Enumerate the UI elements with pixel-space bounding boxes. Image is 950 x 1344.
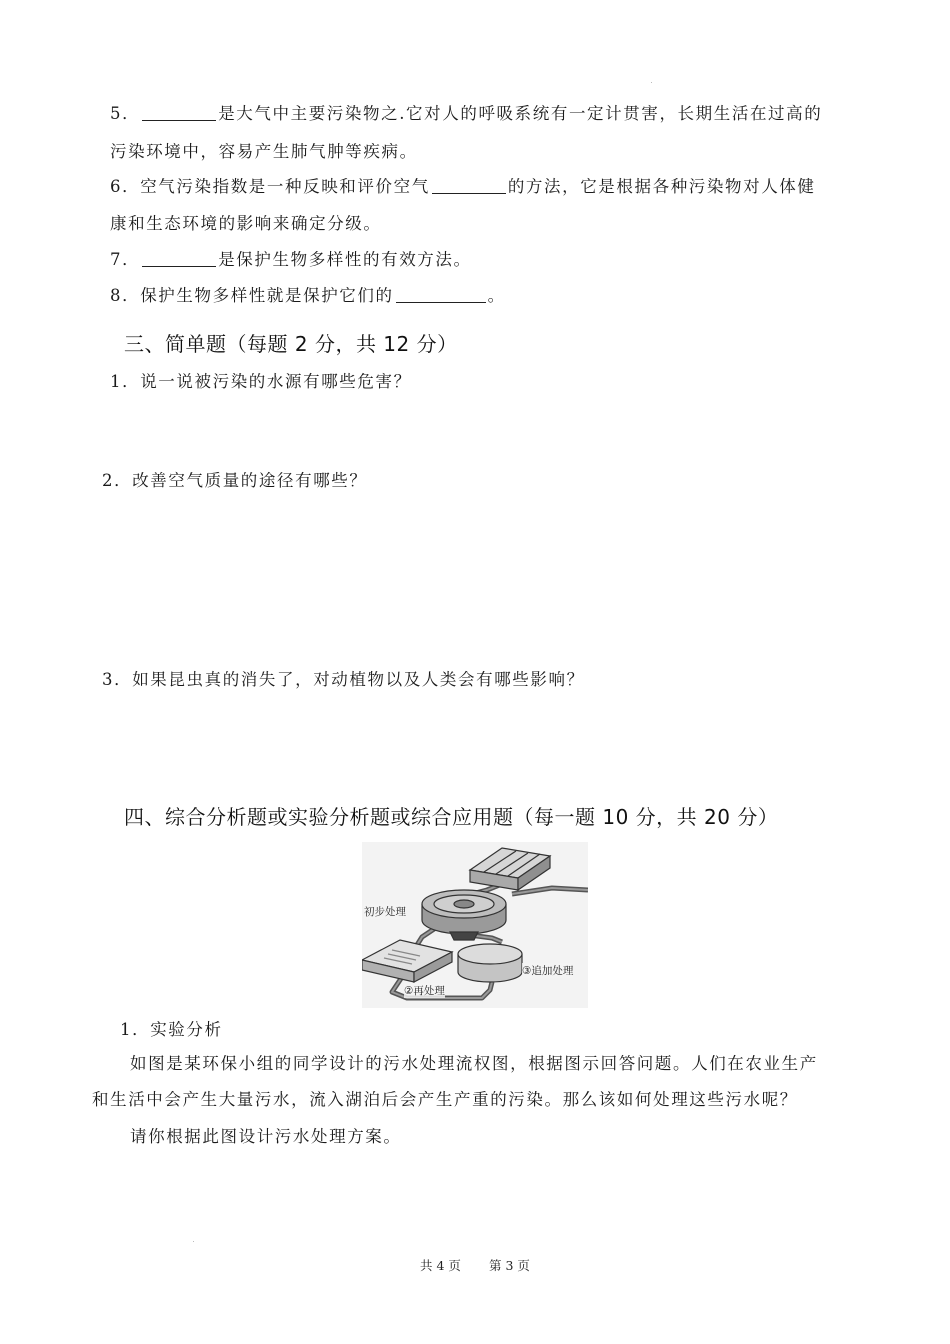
sewage-treatment-diagram — [362, 842, 588, 1008]
answer-blank[interactable] — [432, 177, 506, 194]
section-3-question-2: 2．改善空气质量的途径有哪些？ — [102, 471, 368, 490]
scan-dot — [651, 82, 652, 83]
question-text: 是保护生物多样性的有效方法。 — [218, 250, 472, 269]
footer-total-pages: 共 4 页 — [420, 1258, 461, 1273]
primary-tank — [422, 890, 506, 940]
question-text: 保护生物多样性就是保护它们的 — [140, 286, 394, 305]
filter-tank — [470, 848, 550, 890]
question-number: 8． — [110, 286, 141, 305]
scan-dot — [193, 1241, 194, 1242]
section-3-question-1: 1．说一说被污染的水源有哪些危害？ — [110, 372, 412, 391]
question-text: 污染环境中，容易产生肺气肿等疾病。 — [110, 142, 418, 161]
answer-blank[interactable] — [396, 286, 486, 303]
section-4-question-1-heading: 1．实验分析 — [120, 1020, 223, 1039]
question-number: 5． — [110, 104, 141, 123]
answer-blank[interactable] — [142, 250, 216, 267]
question-text: 康和生态环境的影响来确定分级。 — [110, 214, 382, 233]
section-3-question-3: 3．如果昆虫真的消失了，对动植物以及人类会有哪些影响？ — [102, 670, 585, 689]
answer-blank[interactable] — [142, 104, 216, 121]
sewage-treatment-illustration — [362, 842, 588, 1008]
question-5-line-2 — [110, 141, 418, 163]
question-5-line-1 — [110, 103, 822, 125]
question-number: 7． — [110, 250, 141, 269]
label-additional-treatment: ③追加处理 — [522, 965, 574, 977]
section-4-paragraph-1: 如图是某环保小组的同学设计的污水处理流权图，根据图示回答问题。人们在农业生产 — [130, 1054, 818, 1073]
question-7 — [110, 249, 472, 271]
question-number: 6． — [110, 177, 141, 196]
section-3-title: 三、简单题（每题 2 分，共 12 分） — [124, 332, 458, 356]
question-text: 空气污染指数是一种反映和评价空气 — [140, 177, 430, 196]
section-4-title: 四、综合分析题或实验分析题或综合应用题（每一题 10 分，共 20 分） — [124, 805, 779, 829]
question-text: 的方法，它是根据各种污染物对人体健 — [507, 177, 816, 196]
secondary-tank — [362, 940, 452, 982]
additional-tank — [458, 944, 522, 982]
label-second-treatment: ②再处理 — [404, 985, 445, 997]
question-text: 。 — [487, 286, 506, 305]
question-text: 是大气中主要污染物之.它对人的呼吸系统有一定计贯害，长期生活在过高的 — [218, 104, 823, 123]
question-6-line-1 — [110, 176, 816, 198]
question-8 — [110, 285, 506, 307]
section-4-paragraph-3: 请你根据此图设计污水处理方案。 — [130, 1127, 402, 1146]
section-4-paragraph-2: 和生活中会产生大量污水，流入湖泊后会产生产重的污染。那么该如何处理这些污水呢？ — [92, 1090, 798, 1109]
question-6-line-2 — [110, 213, 382, 235]
label-initial-treatment: 初步处理 — [364, 906, 406, 918]
footer-current-page: 第 3 页 — [489, 1258, 530, 1273]
